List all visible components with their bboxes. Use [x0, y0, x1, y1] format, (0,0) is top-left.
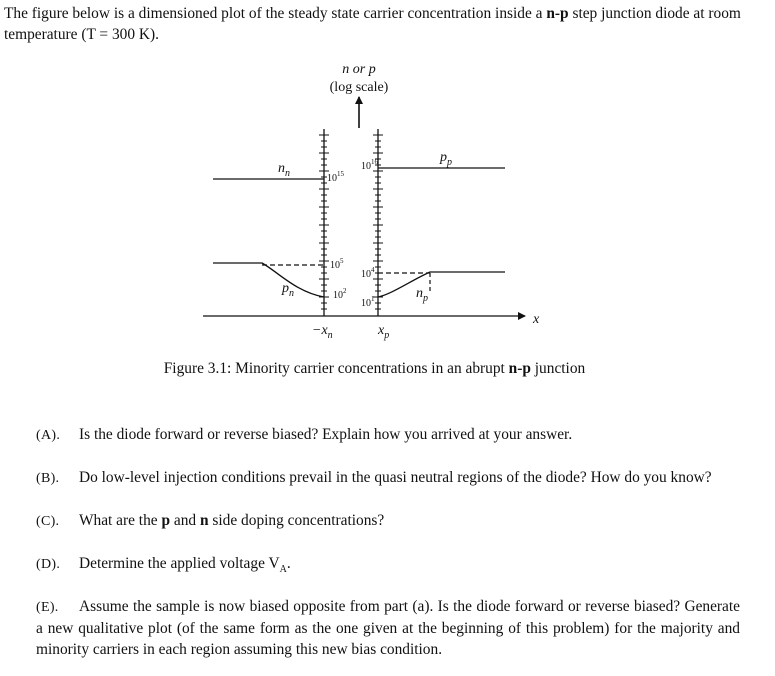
x-axis-label: x: [533, 312, 540, 327]
figure-caption: [0, 360, 775, 378]
caption-suffix: junction: [534, 360, 586, 377]
question-a: [36, 424, 740, 446]
question-text-and: and: [173, 512, 197, 529]
question-end: .: [286, 555, 291, 572]
caption-prefix: Figure 3.1: Minority carrier concentrations in an abrupt: [163, 360, 505, 377]
tick-label-1e4: $10^4$: [361, 266, 375, 280]
question-label: (C).: [36, 514, 60, 529]
question-text-before: What are the: [79, 512, 158, 529]
question-e: [36, 596, 740, 660]
majority-p-label: $p_p$: [440, 150, 452, 168]
intro-text-1: The figure below is a dimensioned plot of the steady state carrier concentration inside a: [4, 5, 543, 22]
question-label: (E).: [36, 600, 59, 615]
tick-label-1e16: $10^{16}$: [361, 158, 378, 172]
question-text: Determine the applied voltage V: [79, 555, 280, 572]
minority-p-label: $p_n$: [282, 281, 294, 299]
question-label: (B).: [36, 471, 60, 486]
tick-label-1e1: $10^1$: [361, 295, 375, 309]
minority-n-label: $n_p$: [416, 286, 428, 304]
intro-junction-type: n-p: [546, 5, 569, 22]
question-text: Assume the sample is now biased opposite from part (a). Is the diode forward or reverse biased? Generate a new qualitative plot (of the same form as the one given at the beginning of this problem) for the majority and minority carriers in each region assuming this new bias condition.: [36, 598, 740, 658]
question-label: (D).: [36, 557, 61, 572]
tick-label-1e15: $10^{15}$: [327, 170, 344, 184]
axis-title-line1: n or p: [342, 62, 376, 77]
minority-p-curve: [213, 263, 324, 297]
question-bold-p: p: [161, 512, 171, 529]
question-text-after: side doping concentrations?: [212, 512, 385, 529]
xp-label: $x_p$: [378, 323, 390, 341]
intro-text-2: step junction diode at room temperature (T = 300 K).: [4, 5, 741, 43]
question-d: [36, 553, 740, 580]
question-subscript: A: [279, 564, 287, 576]
question-b: [36, 467, 756, 489]
question-label: (A).: [36, 428, 61, 443]
minus-xn-label: $-x_n$: [312, 323, 333, 341]
question-text: Do low-level injection conditions prevail in the quasi neutral regions of the diode? How do you know?: [79, 469, 712, 486]
tick-label-1e2: $10^2$: [333, 287, 347, 301]
majority-n-label: $n_n$: [278, 161, 290, 179]
question-text: Is the diode forward or reverse biased? Explain how you arrived at your answer.: [79, 426, 573, 443]
axis-title-line2: (log scale): [329, 80, 389, 95]
question-bold-n: n: [200, 512, 209, 529]
caption-junction: n-p: [508, 360, 531, 377]
question-c: [36, 510, 740, 532]
minority-n-curve: [378, 272, 505, 297]
tick-label-1e5: $10^5$: [330, 257, 344, 271]
